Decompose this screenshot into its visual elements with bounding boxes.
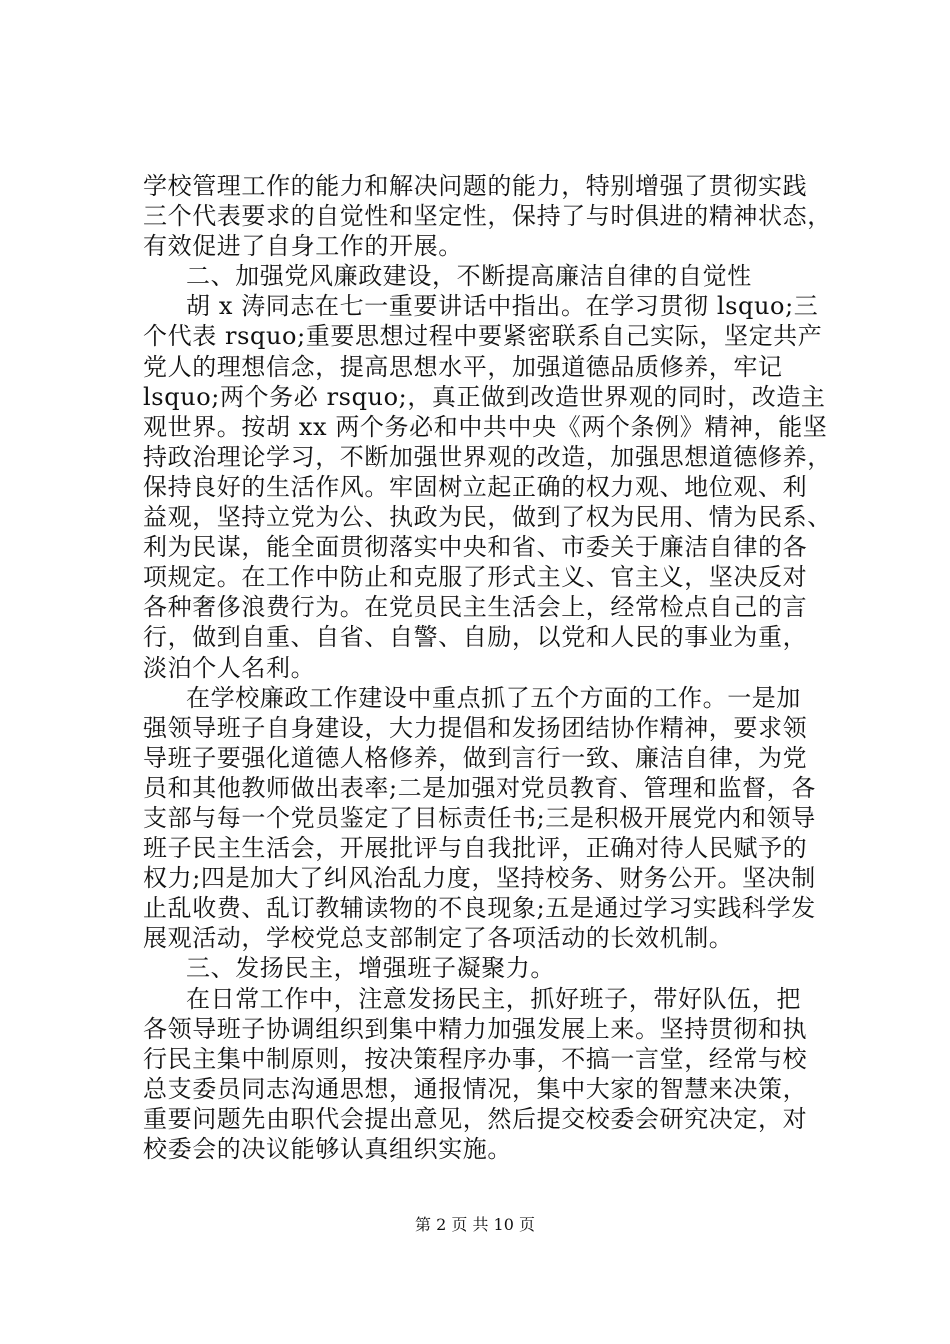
text-line: 强领导班子自身建设，大力提倡和发扬团结协作精神，要求领 xyxy=(143,713,808,742)
text-line: 观世界。按胡 xx 两个务必和中共中央《两个条例》精神，能坚 xyxy=(143,412,828,441)
text-line: 党人的理想信念，提高思想水平，加强道德品质修养，牢记 xyxy=(143,352,783,381)
page-footer: 第 2 页 共 10 页 xyxy=(415,1215,535,1234)
text-line: 展观活动，学校党总支部制定了各项活动的长效机制。 xyxy=(143,924,734,953)
text-line: 在学校廉政工作建设中重点抓了五个方面的工作。一是加 xyxy=(186,683,801,712)
text-line: 导班子要强化道德人格修养，做到言行一致、廉洁自律，为党 xyxy=(143,743,808,772)
text-line: 项规定。在工作中防止和克服了形式主义、官主义，坚决反对 xyxy=(143,563,808,592)
text-line: 总支委员同志沟通思想，通报情况，集中大家的智慧来决策， xyxy=(143,1074,808,1103)
document-body xyxy=(143,171,833,1164)
text-line: 各种奢侈浪费行为。在党员民主生活会上，经常检点自己的言 xyxy=(143,593,808,622)
text-line: 二、加强党风廉政建设，不断提高廉洁自律的自觉性 xyxy=(186,262,752,291)
text-line: lsquo;两个务必 rsquo;，真正做到改造世界观的同时，改造主 xyxy=(143,382,826,411)
text-line: 各领导班子协调组织到集中精力加强发展上来。坚持贯彻和执 xyxy=(143,1014,808,1043)
text-line: 支部与每一个党员鉴定了目标责任书;三是积极开展党内和领导 xyxy=(143,803,816,832)
text-line: 保持良好的生活作风。牢固树立起正确的权力观、地位观、利 xyxy=(143,472,808,501)
text-line: 在日常工作中，注意发扬民主，抓好班子，带好队伍，把 xyxy=(186,984,801,1013)
text-line: 员和其他教师做出表率;二是加强对党员教育、管理和监督，各 xyxy=(143,773,816,802)
text-line: 利为民谋，能全面贯彻落实中央和省、市委关于廉洁自律的各 xyxy=(143,533,808,562)
text-line: 权力;四是加大了纠风治乱力度，坚持校务、财务公开。坚决制 xyxy=(143,864,816,893)
text-line: 三、发扬民主，增强班子凝聚力。 xyxy=(186,954,555,983)
text-line: 个代表 rsquo;重要思想过程中要紧密联系自己实际，坚定共产 xyxy=(143,322,823,351)
text-line: 有效促进了自身工作的开展。 xyxy=(143,232,463,261)
text-line: 三个代表要求的自觉性和坚定性，保持了与时俱进的精神状态， xyxy=(143,202,832,231)
text-line: 行民主集中制原则，按决策程序办事，不搞一言堂，经常与校 xyxy=(143,1044,808,1073)
text-line: 淡泊个人名利。 xyxy=(143,653,316,682)
text-line: 益观，坚持立党为公、执政为民，做到了权为民用、情为民系、 xyxy=(143,503,832,532)
text-line: 持政治理论学习，不断加强世界观的改造，加强思想道德修养， xyxy=(143,442,832,471)
text-line: 班子民主生活会，开展批评与自我批评，正确对待人民赋予的 xyxy=(143,834,808,863)
text-line: 学校管理工作的能力和解决问题的能力，特别增强了贯彻实践 xyxy=(143,172,808,200)
text-line: 止乱收费、乱订教辅读物的不良现象;五是通过学习实践科学发 xyxy=(143,894,816,923)
text-line: 行，做到自重、自省、自警、自励，以党和人民的事业为重， xyxy=(143,623,808,652)
text-line: 胡 x 涛同志在七一重要讲话中指出。在学习贯彻 lsquo;三 xyxy=(186,292,819,321)
text-line: 重要问题先由职代会提出意见，然后提交校委会研究决定，对 xyxy=(143,1104,808,1133)
text-line: 校委会的决议能够认真组织实施。 xyxy=(143,1135,512,1163)
